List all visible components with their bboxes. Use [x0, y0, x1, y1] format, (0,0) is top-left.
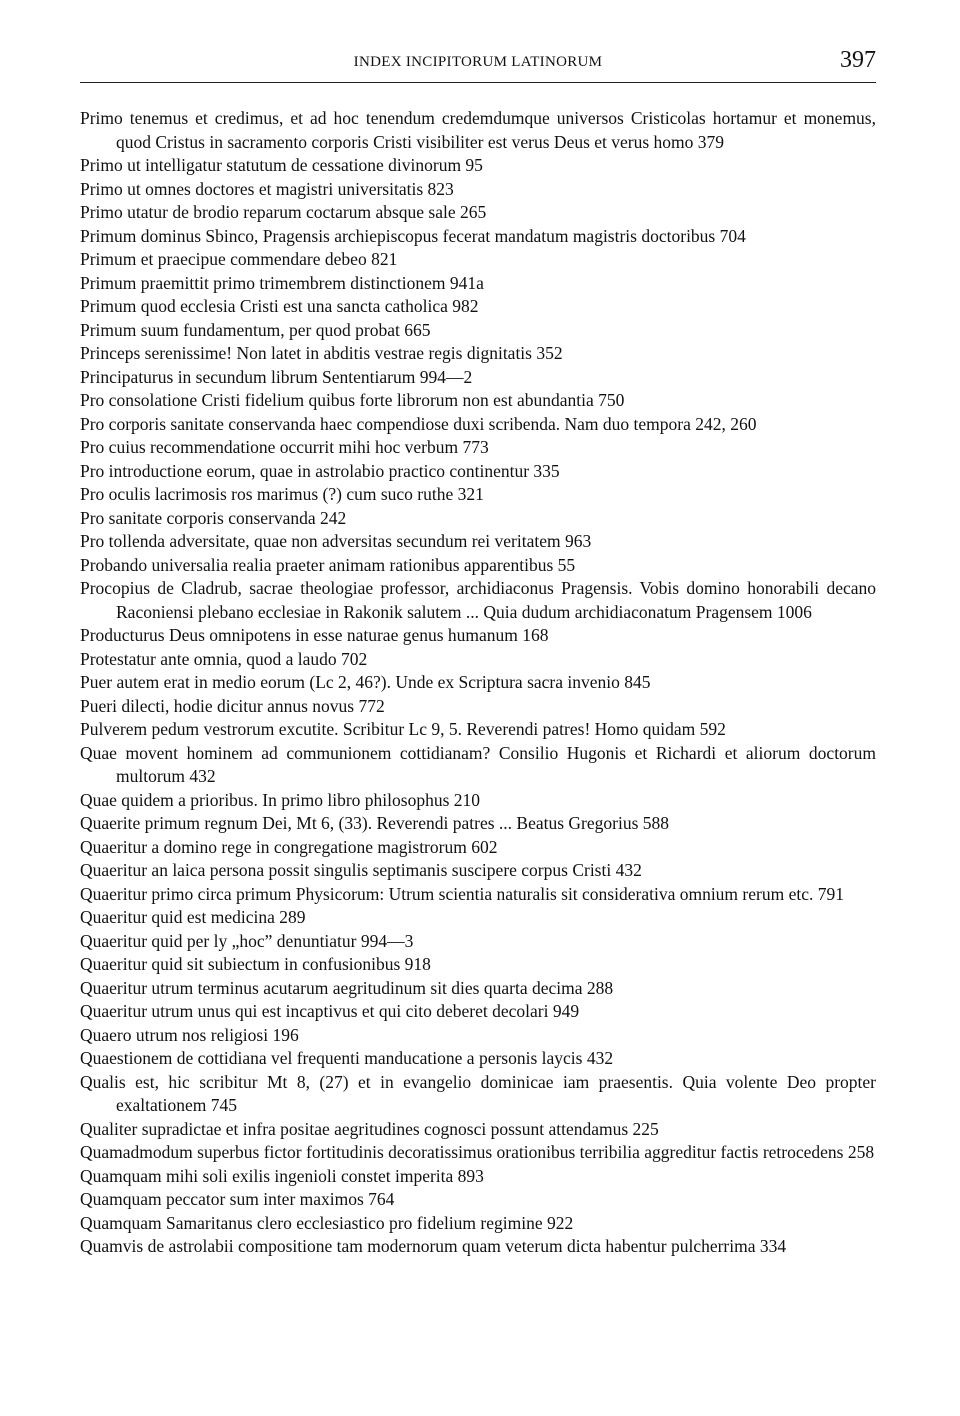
- header-rule: [80, 82, 876, 83]
- index-entry: Primo ut intelligatur statutum de cessatione divinorum 95: [80, 155, 483, 175]
- index-entry: Pro corporis sanitate conservanda haec compendiose duxi scribenda. Nam duo tempora 242, 260: [80, 413, 757, 434]
- index-entry: Qualis est, hic scribitur Mt 8, (27) et in evangelio dominicae iam praesentis. Quia volente Deo propter exaltationem 745: [80, 1071, 876, 1115]
- index-entry: Quaeritur quid per ly „hoc” denuntiatur 994—3: [80, 930, 414, 951]
- index-entry: Pro tollenda adversitate, quae non adversitas secundum rei veritatem 963: [80, 531, 592, 551]
- index-entry: Quaeritur a domino rege in congregatione magistrorum 602: [80, 836, 498, 857]
- index-entry: Quaeritur primo circa primum Physicorum: Utrum scientia naturalis sit considerativa omnium rerum etc. 791: [80, 883, 844, 904]
- index-entry: Principaturus in secundum librum Sententiarum 994—2: [80, 366, 473, 387]
- index-entry: Primum suum fundamentum, per quod probat 665: [80, 319, 431, 340]
- index-entry: Puer autem erat in medio eorum (Lc 2, 46?). Unde ex Scriptura sacra invenio 845: [80, 672, 651, 692]
- index-entry: Producturus Deus omnipotens in esse naturae genus humanum 168: [80, 625, 549, 645]
- index-entry: Quaeritur an laica persona possit singulis septimanis suscipere corpus Cristi 432: [80, 860, 642, 880]
- index-entry: Quaeritur quid est medicina 289: [80, 907, 306, 927]
- page-number: 397: [840, 47, 876, 73]
- index-entry: Quaerite primum regnum Dei, Mt 6, (33). Reverendi patres ... Beatus Gregorius 588: [80, 813, 670, 833]
- index-entry-list: [80, 107, 876, 1259]
- index-entry: Primum et praecipue commendare debeo 821: [80, 249, 398, 269]
- index-entry: Quae quidem a prioribus. In primo libro philosophus 210: [80, 789, 481, 810]
- index-entry: Quaero utrum nos religiosi 196: [80, 1024, 299, 1045]
- index-entry: Quamadmodum superbus fictor fortitudinis decoratissimus orationibus terribilia aggreditur factis retrocedens 258: [80, 1142, 875, 1162]
- index-entry: Princeps serenissime! Non latet in abditis vestrae regis dignitatis 352: [80, 343, 563, 363]
- index-entry: Probando universalia realia praeter animam rationibus apparentibus 55: [80, 554, 576, 575]
- index-entry: Quaeritur utrum terminus acutarum aegritudinum sit dies quarta decima 288: [80, 977, 614, 998]
- index-entry: Pro consolatione Cristi fidelium quibus forte librorum non est abundantia 750: [80, 390, 625, 410]
- index-entry: Quaeritur utrum unus qui est incaptivus et qui cito deberet decolari 949: [80, 1001, 580, 1021]
- index-entry: Quamquam peccator sum inter maximos 764: [80, 1189, 395, 1209]
- index-entry: Primum quod ecclesia Cristi est una sancta catholica 982: [80, 296, 479, 316]
- running-head: [80, 47, 876, 88]
- index-entry: Qualiter supradictae et infra positae aegritudines cognosci possunt attendamus 225: [80, 1118, 659, 1139]
- index-entry: Primo ut omnes doctores et magistri universitatis 823: [80, 178, 454, 199]
- index-entry: Quamquam Samaritanus clero ecclesiastico pro fidelium regimine 922: [80, 1212, 574, 1233]
- index-entry: Pueri dilecti, hodie dicitur annus novus 772: [80, 695, 385, 716]
- index-entry: Quaestionem de cottidiana vel frequenti manducatione a personis laycis 432: [80, 1048, 614, 1068]
- index-entry: Quae movent hominem ad communionem cottidianam? Consilio Hugonis et Richardi et aliorum doctorum multorum 432: [80, 742, 876, 786]
- index-entry: Quaeritur quid sit subiectum in confusionibus 918: [80, 954, 431, 974]
- index-entry: Pro cuius recommendatione occurrit mihi hoc verbum 773: [80, 437, 489, 457]
- index-entry: Pro oculis lacrimosis ros marimus (?) cum suco ruthe 321: [80, 484, 484, 504]
- index-entry: Primo utatur de brodio reparum coctarum absque sale 265: [80, 202, 487, 222]
- index-entry: Pulverem pedum vestrorum excutite. Scribitur Lc 9, 5. Reverendi patres! Homo quidam 592: [80, 719, 726, 739]
- index-entry: Pro introductione eorum, quae in astrolabio practico continentur 335: [80, 460, 560, 481]
- index-entry: Protestatur ante omnia, quod a laudo 702: [80, 648, 368, 669]
- index-entry: Primum dominus Sbinco, Pragensis archiepiscopus fecerat mandatum magistris doctoribus 704: [80, 225, 746, 246]
- index-entry: Primum praemittit primo trimembrem distinctionem 941a: [80, 272, 484, 293]
- index-entry: Procopius de Cladrub, sacrae theologiae professor, archidiaconus Pragensis. Vobis domino honorabili decano Raconiensi plebano ecclesiae in Rakonik salutem ... Quia dudum archidiaconatum Pragensem 1006: [80, 578, 876, 622]
- running-title: INDEX INCIPITORUM LATINORUM: [353, 54, 603, 70]
- index-entry: Primo tenemus et credimus, et ad hoc tenendum credemdumque universos Cristicolas hortamur et monemus, quod Cristus in sacramento corporis Cristi visibiliter est verus Deus et verus homo 379: [80, 108, 876, 152]
- index-entry: Quamquam mihi soli exilis ingenioli constet imperita 893: [80, 1165, 484, 1186]
- index-entry: Quamvis de astrolabii compositione tam modernorum quam veterum dicta habentur pulcherrima 334: [80, 1236, 787, 1256]
- index-entry: Pro sanitate corporis conservanda 242: [80, 507, 347, 528]
